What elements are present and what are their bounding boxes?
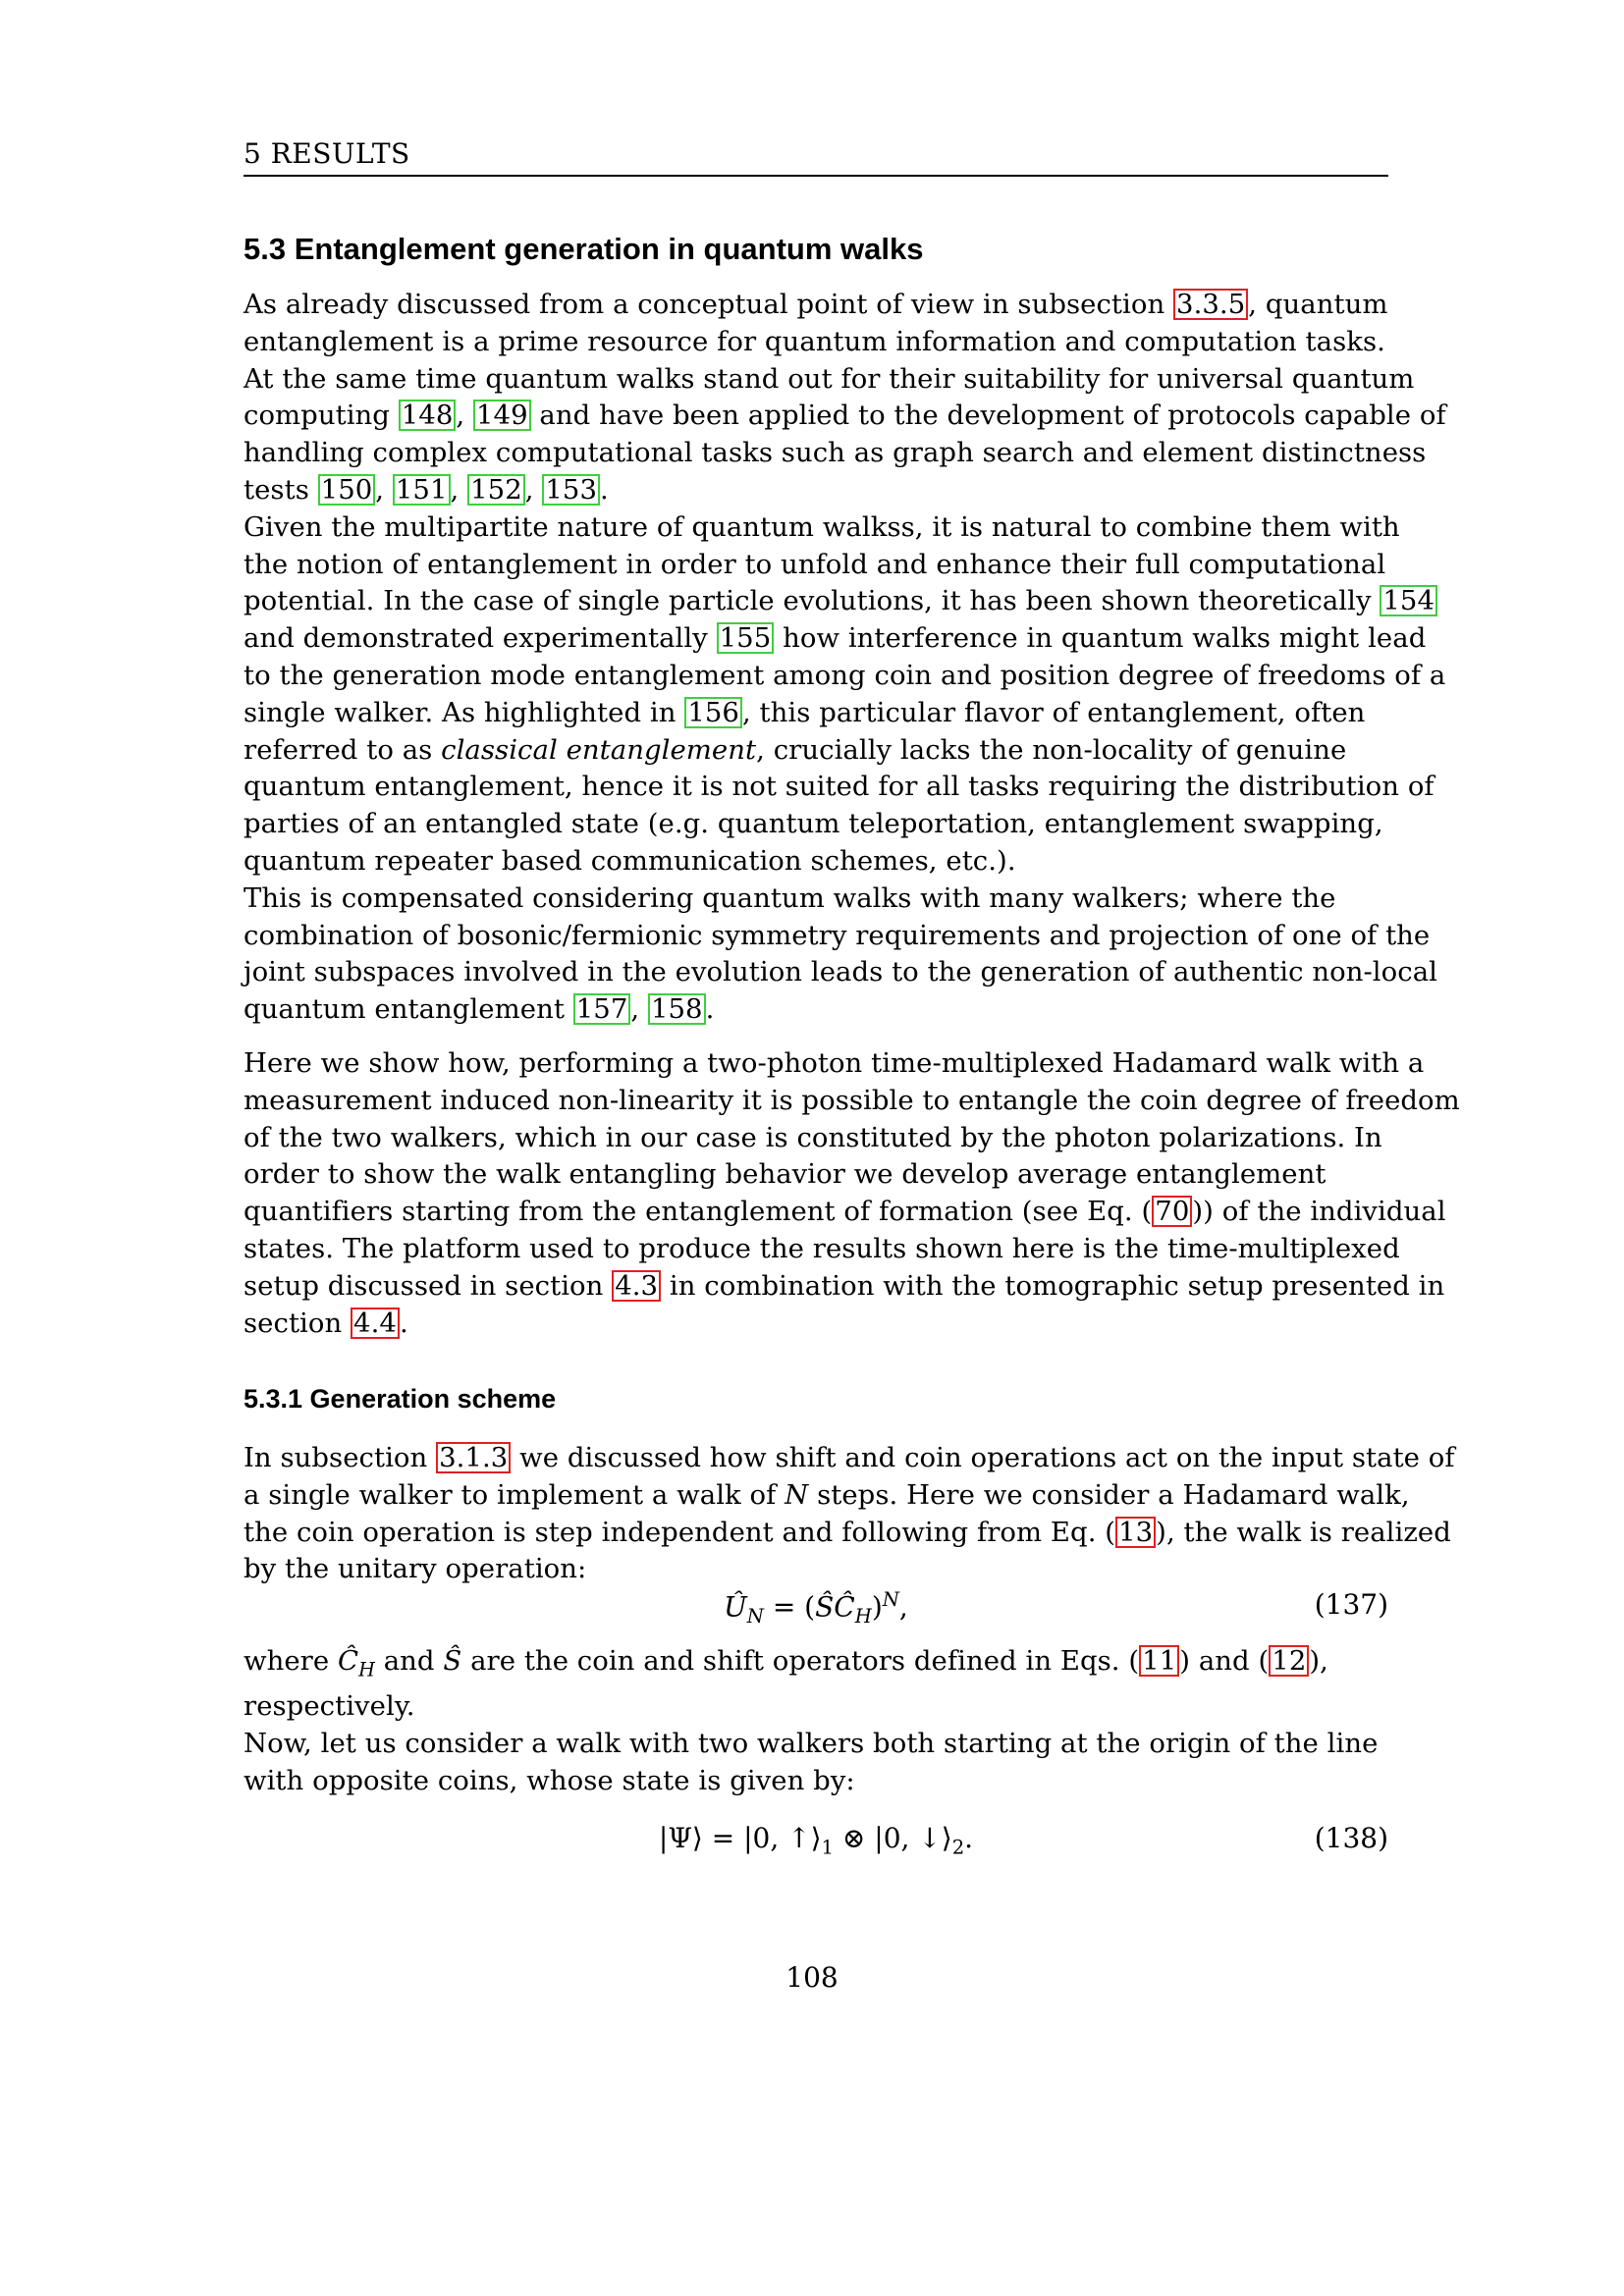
crossref-eq-70[interactable]: 70 <box>1152 1196 1192 1227</box>
crossref-section-4-3[interactable]: 4.3 <box>612 1270 661 1302</box>
equation-138-number: (138) <box>1314 1822 1388 1854</box>
header-rule <box>244 175 1388 177</box>
emphasis-classical-entanglement: classical entanglement <box>441 733 757 766</box>
page-number: 108 <box>785 1961 839 1994</box>
running-head: 5 RESULTS <box>244 137 410 170</box>
equation-137 <box>244 1588 1388 1626</box>
citation-152[interactable]: 152 <box>467 474 525 506</box>
paragraph-generation-scheme: In subsection 3.1.3 we discussed how shift and coin operations act on the input state of a single walker to implement a walk of N steps. Here we consider a Hadamard walk, the coin operation is step independent and following from Eq. ( 13 ), the walk is realized by the unitary operation: <box>244 1442 1455 1585</box>
equation-137-number: (137) <box>1314 1588 1388 1621</box>
equation-137-body: $Û_N$ = $(ŜĈ_H)^N$, <box>724 1588 908 1628</box>
citation-158[interactable]: 158 <box>648 993 706 1025</box>
crossref-section-4-4[interactable]: 4.4 <box>351 1308 400 1339</box>
paragraph-intro: As already discussed from a conceptual point of view in subsection 3.3.5 , quantum entanglement is a prime resource for quantum information and computation tasks. At the same time quantum walks stand out for their suitability for universal quantum computing 148 , 149 and have been applied to the development of protocols capable of handling complex computational tasks such as graph search and element distinctness tests 150 , 151 , 152 , 153 . Given the multipartite nature of quantum walkss, it is natural to combine them with the notion of entanglement in order to unfold and enhance their full computational potential. In the case of single particle evolutions, it has been shown theoretically 154 and demonstrated experimentally 155 how interference in quantum walks might lead to the generation mode entanglement among coin and position degree of freedoms of a single walker. As highlighted in 156 , this particular flavor of entanglement, often referred to as classical entanglement, crucially lacks the non-locality of genuine quantum entanglement, hence it is not suited for all tasks requiring the distribution of parties of an entangled state (e.g. quantum teleportation, entanglement swapping, quantum repeater based communication schemes, etc.). This is compensated considering quantum walks with many walkers; where the combination of bosonic/fermionic symmetry requirements and projection of one of the joint subspaces involved in the evolution leads to the generation of authentic non-local quantum entanglement 157 , 158 . <box>244 289 1446 1026</box>
citation-155[interactable]: 155 <box>717 622 775 654</box>
citation-154[interactable]: 154 <box>1380 585 1437 616</box>
citation-148[interactable]: 148 <box>399 400 457 431</box>
crossref-eq-12[interactable]: 12 <box>1269 1645 1309 1677</box>
paragraph-overview: Here we show how, performing a two-photon time-multiplexed Hadamard walk with a measurement induced non-linearity it is possible to entangle the coin degree of freedom of the two walkers, which in our case is constituted by the photon polarizations. In order to show the walk entangling behavior we develop average entanglement quantifiers starting from the entanglement of formation (see Eq. ( 70 )) of the individual states. The platform used to produce the results shown here is the time-multiplexed setup discussed in section 4.3 in combination with the tomographic setup presented in section 4.4 . <box>244 1047 1460 1339</box>
subsection-title: 5.3.1 Generation scheme <box>244 1384 557 1414</box>
crossref-subsection-3-1-3[interactable]: 3.1.3 <box>436 1442 511 1473</box>
paragraph-walkers: where $Ĉ_H$ and Ŝ are the coin and shift operators defined in Eqs. ( 11 ) and ( 12 ), respectively. Now, let us consider a walk with two walkers both starting at the origin of the line with opposite coins, whose state is given by: <box>244 1645 1379 1796</box>
citation-149[interactable]: 149 <box>473 400 531 431</box>
citation-150[interactable]: 150 <box>318 474 376 506</box>
equation-138 <box>244 1822 1388 1859</box>
citation-156[interactable]: 156 <box>684 697 742 728</box>
crossref-eq-11[interactable]: 11 <box>1139 1645 1179 1677</box>
citation-153[interactable]: 153 <box>542 474 600 506</box>
citation-151[interactable]: 151 <box>393 474 451 506</box>
section-title: 5.3 Entanglement generation in quantum walks <box>244 232 924 266</box>
crossref-eq-13[interactable]: 13 <box>1115 1517 1156 1548</box>
citation-157[interactable]: 157 <box>573 993 631 1025</box>
crossref-subsection-3-3-5[interactable]: 3.3.5 <box>1173 289 1248 320</box>
equation-138-body: |Ψ⟩ = |0, $↑⟩_1$ ⊗ |0, $↓⟩_2$. <box>658 1822 974 1859</box>
